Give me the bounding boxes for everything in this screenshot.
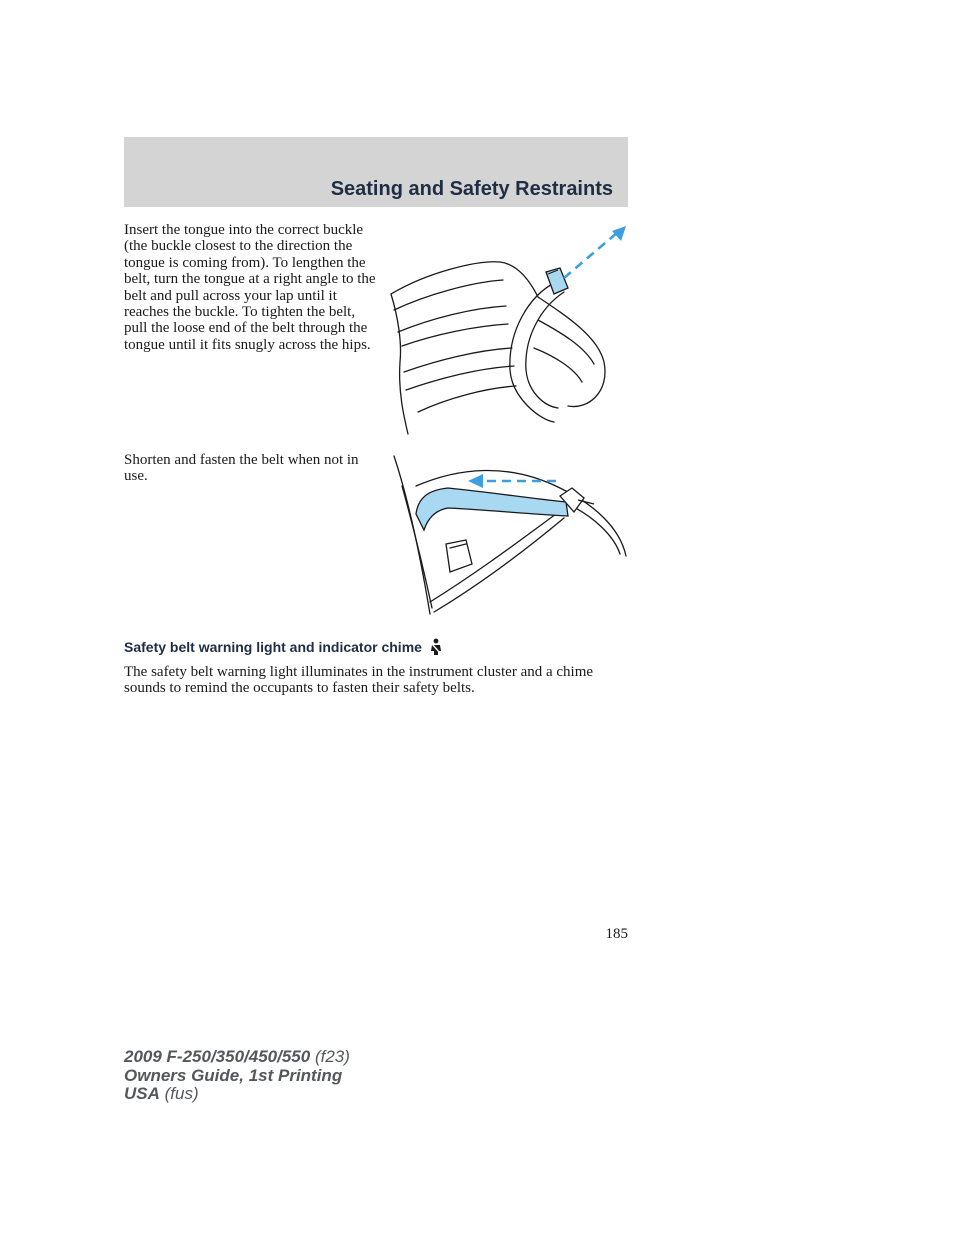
footer-model: 2009 F-250/350/450/550 — [124, 1047, 311, 1066]
footer-edition: Owners Guide, 1st Printing — [124, 1065, 343, 1085]
belt-adjust-illustration — [388, 222, 628, 438]
section-title: Seating and Safety Restraints — [330, 178, 613, 200]
footer-line-model — [124, 1048, 350, 1067]
subheading-warning-light — [124, 638, 444, 656]
footer-region-code: (fus) — [159, 1084, 199, 1103]
footer-line-edition — [124, 1067, 350, 1086]
belt-stow-illustration — [388, 452, 628, 618]
instruction-paragraph-shorten: Shorten and fasten the belt when not in use. — [124, 452, 359, 485]
footer-line-region — [124, 1085, 350, 1104]
page-number: 185 — [605, 926, 628, 942]
seatbelt-warning-icon — [428, 638, 444, 656]
header-band — [124, 137, 628, 207]
instruction-paragraph-lengthen: Insert the tongue into the correct buckle (the buckle closest to the direction the tongue is coming from). To lengthen the belt, turn the tongue at a right angle to the belt and pull across your lap until it reaches the buckle. To tighten the belt, pull the loose end of the belt through the tongue until it fits snugly across the hips. — [124, 222, 376, 353]
document-footer — [124, 1048, 350, 1104]
warning-light-description: The safety belt warning light illuminates in the instrument cluster and a chime sounds to remind the occupants to fasten their safety belts. — [124, 664, 594, 697]
footer-region: USA — [124, 1084, 160, 1103]
subheading-text: Safety belt warning light and indicator chime — [124, 639, 422, 655]
footer-model-code: (f23) — [310, 1047, 350, 1066]
